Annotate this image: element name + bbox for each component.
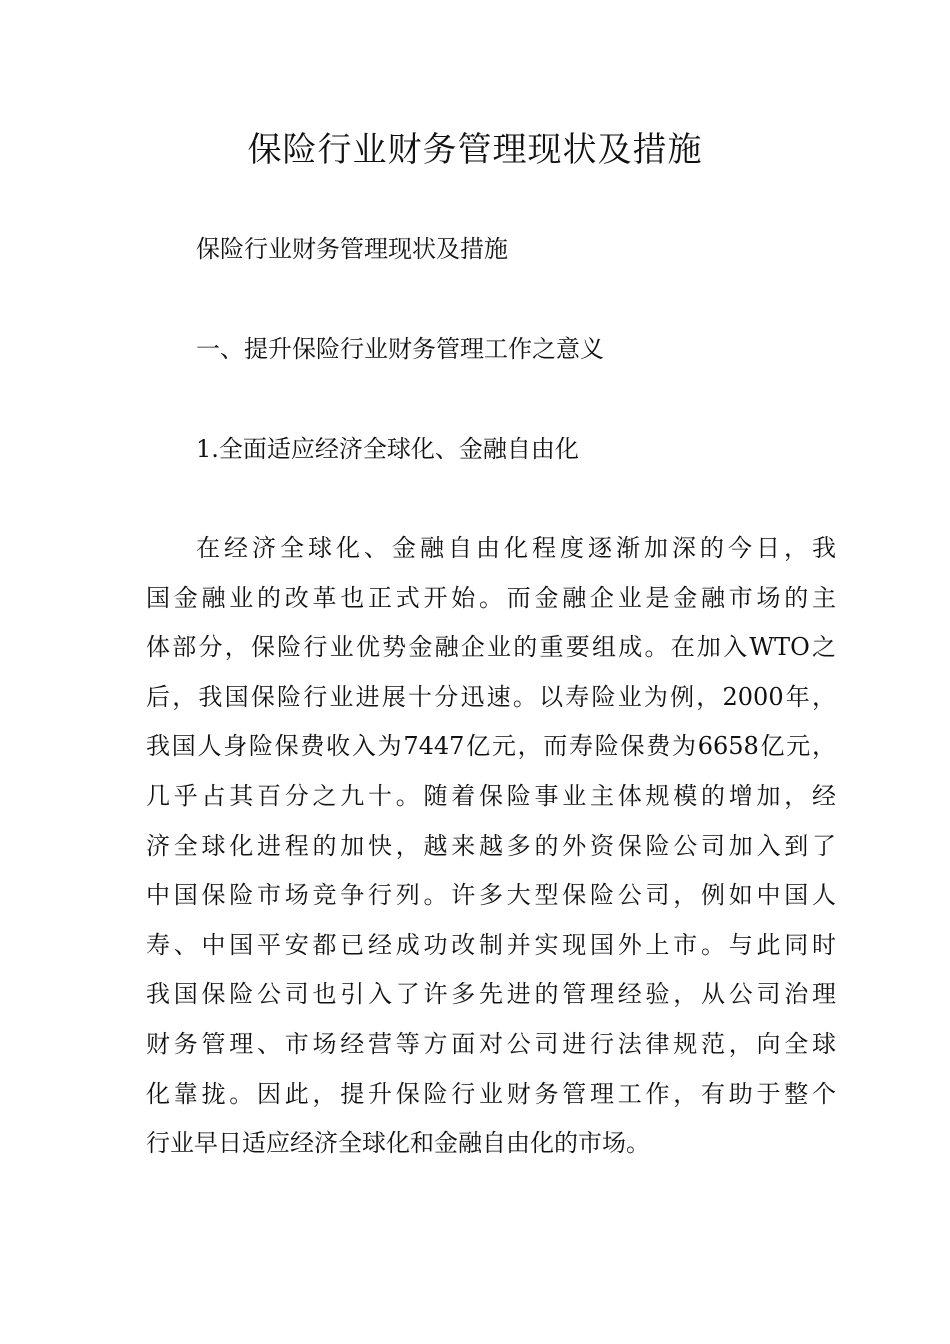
paragraph-line: 在经济全球化、金融自由化程度逐渐加深的今日，我 — [196, 534, 836, 562]
paragraph-line: 财务管理、市场经营等方面对公司进行法律规范，向全球 — [146, 1029, 836, 1058]
document-title: 保险行业财务管理现状及措施 — [247, 130, 703, 170]
paragraph-line: 后，我国保险行业进展十分迅速。以寿险业为例，2000年， — [146, 682, 836, 711]
document-subtitle: 保险行业财务管理现状及措施 — [196, 235, 508, 263]
paragraph-line: 行业早日适应经济全球化和金融自由化的市场。 — [146, 1129, 650, 1158]
subsection-heading: 1.全面适应经济全球化、金融自由化 — [196, 435, 579, 463]
paragraph-line: 体部分，保险行业优势金融企业的重要组成。在加入WTO之 — [146, 633, 836, 662]
section-heading: 一、提升保险行业财务管理工作之意义 — [196, 335, 604, 363]
paragraph-line: 寿、中国平安都已经成功改制并实现国外上市。与此同时 — [146, 930, 836, 959]
paragraph-line: 国金融业的改革也正式开始。而金融企业是金融市场的主 — [146, 583, 836, 612]
paragraph-line: 化靠拢。因此，提升保险行业财务管理工作，有助于整个 — [146, 1079, 836, 1108]
paragraph-line: 我国人身险保费收入为7447亿元，而寿险保费为6658亿元， — [146, 732, 836, 761]
paragraph-line: 几乎占其百分之九十。随着保险事业主体规模的增加，经 — [146, 781, 836, 810]
paragraph-line: 济全球化进程的加快，越来越多的外资保险公司加入到了 — [146, 831, 836, 860]
paragraph-line: 我国保险公司也引入了许多先进的管理经验，从公司治理 — [146, 980, 836, 1009]
paragraph-line: 中国保险市场竞争行列。许多大型保险公司，例如中国人 — [146, 881, 836, 910]
body-paragraph — [146, 524, 836, 1169]
